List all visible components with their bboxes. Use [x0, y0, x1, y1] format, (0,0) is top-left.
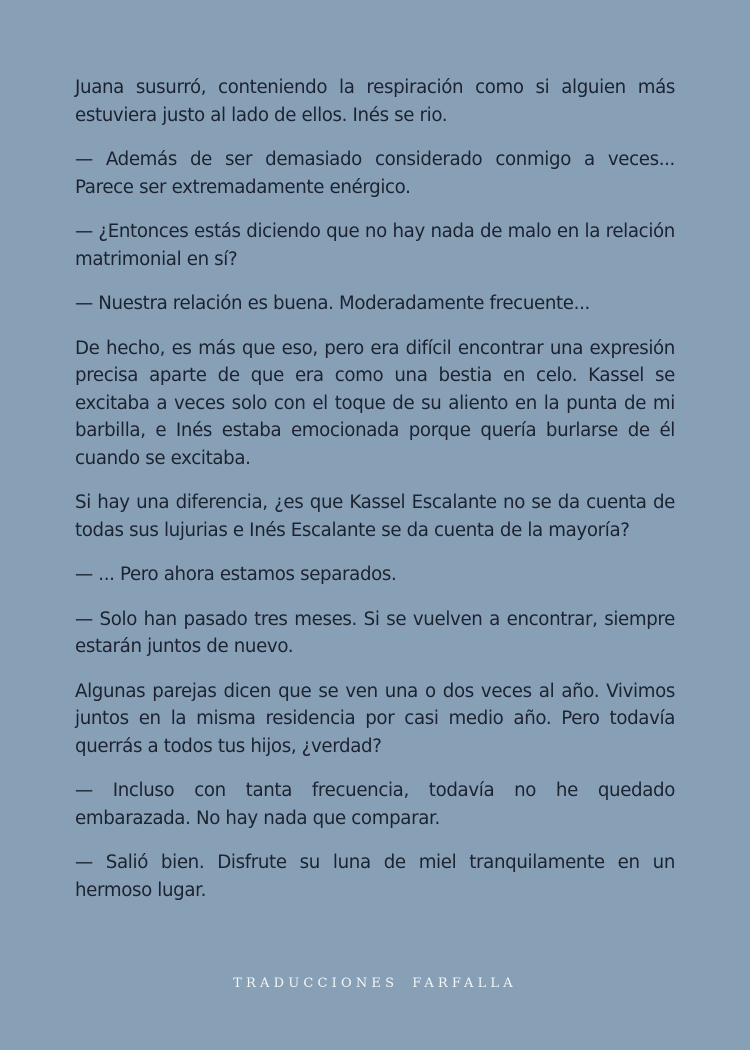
document-body — [75, 74, 675, 921]
paragraph-2: — Además de ser demasiado considerado conmigo a veces... Parece ser extremadamente enérgico. — [75, 149, 675, 198]
paragraph-4: — Nuestra relación es buena. Moderadamente frecuente... — [75, 293, 590, 314]
paragraph-9: Algunas parejas dicen que se ven una o dos veces al año. Vivimos juntos en la misma residencia por casi medio año. Pero todavía querrás a todos tus hijos, ¿verdad? — [75, 680, 675, 757]
translator-credit-footer — [0, 976, 750, 991]
paragraph-5: De hecho, es más que eso, pero era difícil encontrar una expresión precisa aparte de que era como una bestia en celo. Kassel se excitaba a veces solo con el toque de su aliento en la punta de mi barbilla, e Inés estaba emocionada porque quería burlarse de él cuando se excitaba. — [75, 337, 675, 469]
paragraph-3: — ¿Entonces estás diciendo que no hay nada de malo en la relación matrimonial en sí? — [75, 221, 675, 270]
footer-word-traducciones: TRADUCCIONES — [233, 976, 399, 991]
paragraph-8: — Solo han pasado tres meses. Si se vuelven a encontrar, siempre estarán juntos de nuevo. — [75, 608, 675, 657]
footer-word-farfalla: FARFALLA — [412, 976, 517, 991]
paragraph-11: — Salió bien. Disfrute su luna de miel tranquilamente en un hermoso lugar. — [75, 852, 675, 901]
paragraph-1: Juana susurró, conteniendo la respiración como si alguien más estuviera justo al lado de ellos. Inés se rio. — [75, 77, 675, 126]
paragraph-10: — Incluso con tanta frecuencia, todavía no he quedado embarazada. No hay nada que comparar. — [75, 780, 675, 829]
paragraph-6: Si hay una diferencia, ¿es que Kassel Escalante no se da cuenta de todas sus lujurias e Inés Escalante se da cuenta de la mayoría? — [75, 492, 675, 541]
paragraph-7: — ... Pero ahora estamos separados. — [75, 564, 397, 585]
